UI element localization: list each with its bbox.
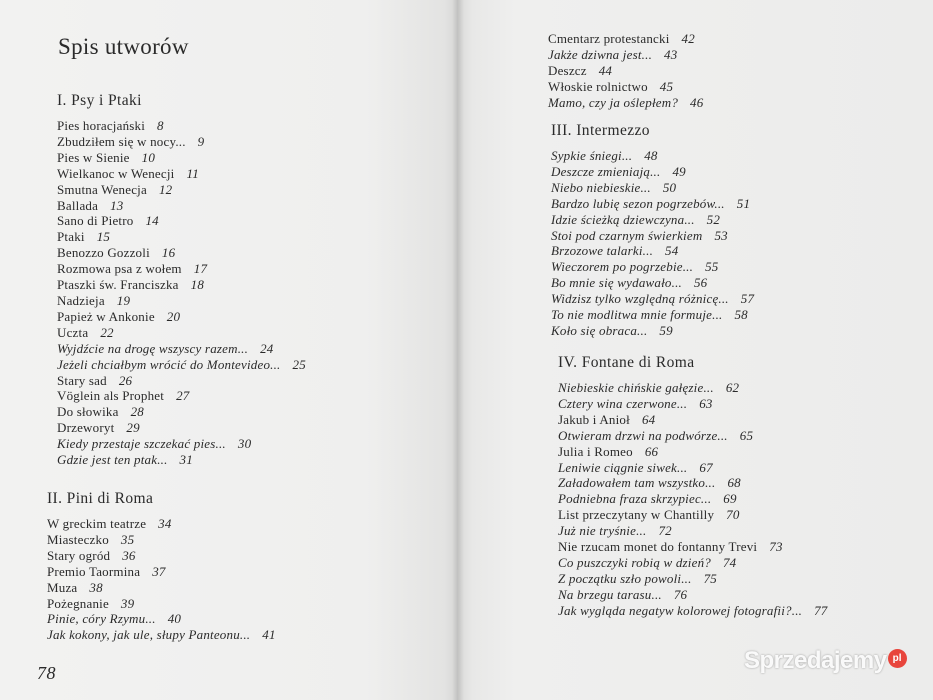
entry-page-number: 38 <box>89 579 103 595</box>
entry-page-number: 43 <box>664 46 678 62</box>
entry-title: Jakub i Anioł <box>558 411 630 427</box>
toc-entry <box>57 325 306 341</box>
entry-title: Mamo, czy ja oślepłem? <box>548 94 679 110</box>
toc-entry-list <box>558 380 828 619</box>
toc-entry <box>551 259 754 275</box>
entry-title: Nie rzucam monet do fontanny Trevi <box>558 539 758 555</box>
toc-entry <box>57 150 306 166</box>
entry-page-number: 25 <box>292 356 306 372</box>
toc-entry <box>57 452 306 468</box>
toc-entry <box>57 277 306 293</box>
entry-title: Jakże dziwna jest... <box>548 46 653 62</box>
entry-page-number: 16 <box>161 245 176 261</box>
toc-entry <box>551 307 754 323</box>
entry-title: Jeżeli chciałbym wrócić do Montevideo... <box>57 356 281 372</box>
section-psy-i-ptaki <box>57 92 306 468</box>
toc-entry <box>558 587 828 603</box>
entry-title: Deszcz <box>548 62 587 78</box>
entry-page-number: 52 <box>706 211 721 227</box>
toc-entry <box>57 134 306 150</box>
entry-page-number: 67 <box>699 459 713 475</box>
entry-title: Niebieskie chińskie gałęzie... <box>558 380 714 395</box>
entry-page-number: 74 <box>722 554 737 570</box>
entry-title: Pożegnanie <box>47 595 109 611</box>
toc-entry <box>558 380 828 396</box>
entry-title: Leniwie ciągnie siwek... <box>558 459 688 475</box>
toc-entry <box>551 212 754 228</box>
entry-title: Muza <box>47 579 78 595</box>
entry-page-number: 63 <box>699 395 713 411</box>
toc-entry <box>57 357 306 373</box>
entry-page-number: 30 <box>237 436 252 452</box>
toc-entry <box>57 261 306 277</box>
entry-page-number: 15 <box>96 229 111 245</box>
entry-title: Gdzie jest ten ptak... <box>57 452 168 468</box>
entry-page-number: 34 <box>158 516 172 531</box>
entry-page-number: 13 <box>110 197 124 213</box>
toc-entry <box>57 420 306 436</box>
entry-page-number: 76 <box>673 586 688 602</box>
entry-title: Bo mnie się wydawało... <box>551 275 682 291</box>
page-number: 78 <box>37 663 56 683</box>
entry-title: Stary sad <box>57 372 107 388</box>
entry-page-number: 9 <box>197 133 205 149</box>
entry-title: Bardzo lubię sezon pogrzebów... <box>551 195 725 211</box>
entry-title: To nie modlitwa mnie formuje... <box>551 307 723 323</box>
entry-page-number: 50 <box>662 179 677 195</box>
entry-page-number: 69 <box>723 491 737 507</box>
entry-title: Cmentarz protestancki <box>548 31 670 46</box>
entry-page-number: 58 <box>734 307 748 323</box>
entry-page-number: 68 <box>727 475 741 491</box>
toc-entry <box>57 198 306 214</box>
entry-title: Uczta <box>57 324 89 340</box>
entry-page-number: 36 <box>122 547 136 563</box>
entry-title: Drzeworyt <box>57 420 115 436</box>
entry-page-number: 70 <box>726 507 740 523</box>
toc-entry <box>548 31 703 47</box>
entry-title: Nadzieja <box>57 292 105 308</box>
toc-entry <box>558 491 828 507</box>
entry-title: Podniebna fraza skrzypiec... <box>558 491 712 507</box>
entry-page-number: 28 <box>130 404 144 420</box>
entry-title: Niebo niebieskie... <box>551 179 651 195</box>
toc-entry <box>551 291 754 307</box>
toc-entry <box>558 539 828 555</box>
toc-entry <box>57 404 306 420</box>
entry-page-number: 26 <box>118 372 133 388</box>
toc-entry <box>551 275 754 291</box>
toc-entry <box>57 373 306 389</box>
entry-title: Wielkanoc w Wenecji <box>57 165 175 181</box>
entry-title: Papież w Ankonie <box>57 308 155 324</box>
entry-page-number: 44 <box>598 62 613 78</box>
toc-entry <box>551 323 754 339</box>
entry-title: Załadowałem tam wszystko... <box>558 475 716 491</box>
entry-page-number: 8 <box>157 118 164 133</box>
toc-entry <box>57 245 306 261</box>
toc-entry <box>548 63 703 79</box>
entry-page-number: 75 <box>703 570 717 586</box>
toc-entry <box>57 388 306 404</box>
entry-page-number: 72 <box>658 523 672 539</box>
watermark-badge: pl <box>888 649 907 668</box>
entry-title: Kiedy przestaje szczekać pies... <box>57 436 226 452</box>
toc-entry <box>47 611 276 627</box>
entry-page-number: 59 <box>659 322 673 338</box>
toc-entry <box>47 564 276 580</box>
entry-title: Smutna Wenecja <box>57 181 147 197</box>
entry-page-number: 40 <box>167 611 182 627</box>
entry-title: Cztery wina czerwone... <box>558 395 688 411</box>
entry-page-number: 42 <box>681 31 695 46</box>
entry-page-number: 41 <box>262 627 276 643</box>
entry-page-number: 62 <box>725 380 740 395</box>
entry-title: Miasteczko <box>47 531 109 547</box>
entry-page-number: 64 <box>641 411 656 427</box>
entry-title: Widzisz tylko względną różnicę... <box>551 291 729 307</box>
toc-entry <box>558 475 828 491</box>
entry-page-number: 14 <box>145 213 159 229</box>
toc-entry <box>558 523 828 539</box>
entry-page-number: 27 <box>176 388 190 404</box>
section-heading: I. Psy i Ptaki <box>57 92 142 109</box>
entry-page-number: 10 <box>141 149 156 165</box>
section-heading: II. Pini di Roma <box>47 490 154 507</box>
toc-entry <box>558 412 828 428</box>
toc-entry <box>57 436 306 452</box>
toc-entry <box>551 164 754 180</box>
entry-title: Pies w Sienie <box>57 149 130 165</box>
entry-page-number: 31 <box>179 452 193 468</box>
entry-title: Koło się obraca... <box>551 322 648 338</box>
entry-title: Ptaki <box>57 229 85 245</box>
entry-page-number: 17 <box>193 261 208 277</box>
entry-title: Sano di Pietro <box>57 213 134 229</box>
toc-entry <box>558 428 828 444</box>
entry-page-number: 54 <box>665 243 679 259</box>
entry-page-number: 49 <box>672 163 686 179</box>
toc-entry-list <box>551 148 754 339</box>
toc-entry <box>57 229 306 245</box>
entry-title: Włoskie rolnictwo <box>548 78 648 94</box>
toc-entry <box>558 444 828 460</box>
toc-entry <box>551 148 754 164</box>
entry-title: Stoi pod czarnym świerkiem <box>551 227 703 243</box>
toc-entry <box>57 118 306 134</box>
entry-page-number: 24 <box>260 340 274 356</box>
toc-entry <box>47 532 276 548</box>
toc-entry <box>57 213 306 229</box>
entry-page-number: 65 <box>739 427 754 443</box>
toc-entry <box>558 396 828 412</box>
entry-title: Z początku szło powoli... <box>558 570 692 586</box>
entry-title: W greckim teatrze <box>47 516 147 531</box>
entry-title: Brzozowe talarki... <box>551 243 654 259</box>
toc-entry-list <box>47 516 276 643</box>
section-pini-di-roma-continued <box>548 31 703 111</box>
entry-page-number: 22 <box>100 324 114 340</box>
left-page <box>0 0 458 700</box>
entry-title: Na brzegu tarasu... <box>558 586 662 602</box>
entry-title: Do słowika <box>57 404 119 420</box>
toc-entry <box>47 596 276 612</box>
section-heading: III. Intermezzo <box>551 122 650 139</box>
entry-page-number: 56 <box>693 275 708 291</box>
entry-title: Idzie ścieżką dziewczyna... <box>551 211 695 227</box>
toc-entry <box>57 341 306 357</box>
entry-title: Benozzo Gozzoli <box>57 245 150 261</box>
entry-title: Już nie tryśnie... <box>558 523 647 539</box>
entry-title: Stary ogród <box>47 547 111 563</box>
section-heading: IV. Fontane di Roma <box>558 354 695 371</box>
entry-title: Jak kokony, jak ule, słupy Panteonu... <box>47 627 251 643</box>
entry-title: Deszcze zmieniają... <box>551 163 661 179</box>
entry-title: Wyjdźcie na drogę wszyscy razem... <box>57 340 249 356</box>
entry-page-number: 35 <box>120 531 135 547</box>
entry-page-number: 66 <box>644 443 659 459</box>
toc-entry <box>551 180 754 196</box>
entry-page-number: 20 <box>166 308 181 324</box>
entry-title: Vöglein als Prophet <box>57 388 165 404</box>
entry-title: Ballada <box>57 197 99 213</box>
toc-entry <box>47 548 276 564</box>
entry-title: List przeczytany w Chantilly <box>558 507 715 523</box>
entry-page-number: 37 <box>152 563 166 579</box>
entry-title: Sypkie śniegi... <box>551 148 633 163</box>
entry-title: Pies horacjański <box>57 118 146 133</box>
watermark-text: Sprzedajemy <box>744 647 887 674</box>
entry-page-number: 18 <box>190 277 205 293</box>
entry-title: Rozmowa psa z wołem <box>57 261 182 277</box>
toc-entry <box>558 507 828 523</box>
toc-entry <box>558 460 828 476</box>
entry-title: Premio Taormina <box>47 563 141 579</box>
toc-entry <box>551 196 754 212</box>
entry-page-number: 73 <box>769 539 783 555</box>
entry-page-number: 77 <box>814 602 828 618</box>
toc-entry <box>548 95 703 111</box>
section-fontane-di-roma <box>558 354 828 619</box>
entry-page-number: 39 <box>120 595 135 611</box>
entry-page-number: 12 <box>158 181 173 197</box>
section-intermezzo <box>551 122 754 339</box>
entry-title: Julia i Romeo <box>558 443 633 459</box>
entry-title: Zbudziłem się w nocy... <box>57 133 186 149</box>
toc-entry <box>548 79 703 95</box>
entry-title: Wieczorem po pogrzebie... <box>551 259 694 275</box>
entry-page-number: 46 <box>690 94 704 110</box>
toc-entry <box>548 47 703 63</box>
toc-entry <box>57 166 306 182</box>
toc-entry <box>47 627 276 643</box>
entry-page-number: 51 <box>736 195 751 211</box>
entry-title: Co puszczyki robią w dzień? <box>558 554 711 570</box>
entry-title: Ptaszki św. Franciszka <box>57 277 179 293</box>
entry-title: Otwieram drzwi na podwórze... <box>558 427 728 443</box>
entry-page-number: 11 <box>186 165 199 181</box>
sprzedajemy-watermark <box>744 647 907 675</box>
toc-entry-list <box>548 31 703 111</box>
entry-page-number: 48 <box>644 148 658 163</box>
entry-page-number: 57 <box>740 291 755 307</box>
toc-entry <box>47 580 276 596</box>
toc-entry <box>558 571 828 587</box>
section-pini-di-roma <box>47 490 276 643</box>
toc-entry <box>57 309 306 325</box>
toc-entry <box>558 603 828 619</box>
entry-title: Pinie, córy Rzymu... <box>47 611 156 627</box>
toc-entry <box>551 243 754 259</box>
toc-entry <box>47 516 276 532</box>
entry-title: Jak wygląda negatyw kolorowej fotografii?... <box>558 602 803 618</box>
book-gutter <box>452 0 464 700</box>
page-title: Spis utworów <box>58 34 189 59</box>
toc-entry <box>57 182 306 198</box>
entry-page-number: 53 <box>714 227 728 243</box>
toc-entry <box>551 228 754 244</box>
entry-page-number: 19 <box>116 292 131 308</box>
entry-page-number: 45 <box>659 78 674 94</box>
entry-page-number: 29 <box>126 420 140 436</box>
entry-page-number: 55 <box>705 259 719 275</box>
toc-entry-list <box>57 118 306 468</box>
toc-entry <box>558 555 828 571</box>
toc-entry <box>57 293 306 309</box>
